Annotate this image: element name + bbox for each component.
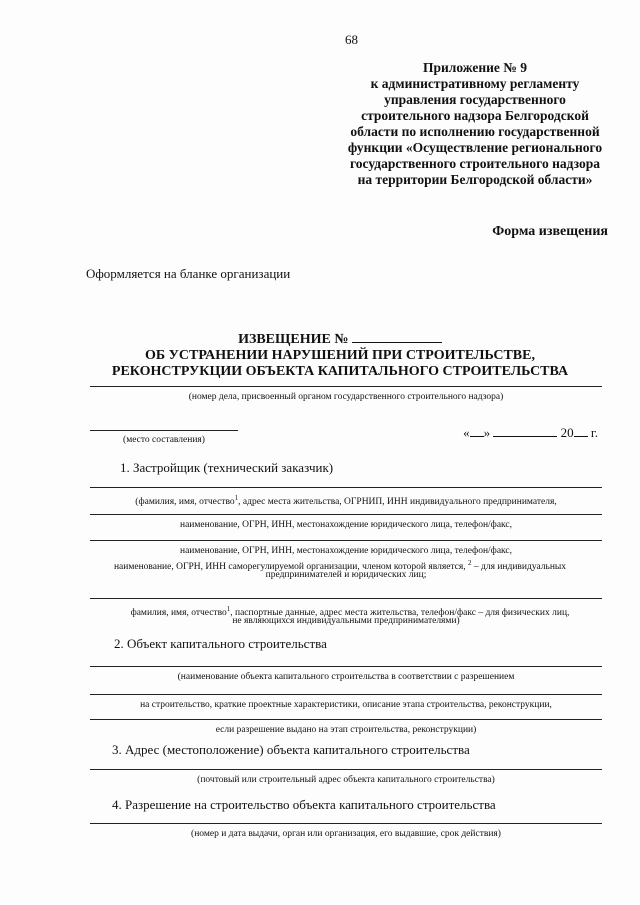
notice-title: ИЗВЕЩЕНИЕ № — [238, 332, 349, 347]
appendix-line: функции «Осуществление регионального — [347, 140, 603, 155]
place-field[interactable] — [90, 430, 238, 431]
item-developer: 1. Застройщик (технический заказчик) — [120, 460, 334, 475]
address-caption: (почтовый или строительный адрес объекта капитального строительства) — [197, 775, 495, 785]
day-field[interactable] — [470, 425, 484, 437]
appendix-line: области по исполнению государственной — [350, 124, 600, 139]
item-permit: 4. Разрешение на строительство объекта капитального строительства — [112, 797, 496, 812]
case-number-caption: (номер дела, присвоенный органом государственного строительного надзора) — [188, 392, 504, 402]
object-field-2[interactable] — [90, 694, 602, 695]
blank-note: Оформляется на бланке организации — [86, 266, 291, 281]
year-prefix: 20 — [560, 425, 574, 440]
case-number-field[interactable] — [90, 386, 602, 387]
date-open: « — [463, 425, 470, 440]
object-caption-2: на строительство, краткие проектные характеристики, описание этапа строительства, реконструкции, — [140, 700, 552, 710]
form-title: Форма извещения — [492, 224, 608, 239]
year-suffix: г. — [590, 425, 598, 440]
object-caption-3: если разрешение выдано на этап строительства, реконструкции) — [215, 725, 477, 735]
item-address: 3. Адрес (местоположение) объекта капитального строительства — [112, 742, 470, 757]
appendix-line: строительного надзора Белгородской — [361, 108, 589, 123]
date-field[interactable] — [463, 425, 598, 441]
developer-caption-7: не являющихся индивидуальными предпринимателями) — [232, 616, 460, 626]
footnote-mark: 2 — [468, 559, 472, 567]
caption-text: , паспортные данные, адрес места жительства, телефон/факс – для физических лиц, — [230, 608, 570, 619]
appendix-line: Приложение № 9 — [423, 60, 527, 75]
permit-caption: (номер и дата выдачи, орган или организация, его выдавшие, срок действия) — [191, 829, 501, 839]
item-object: 2. Объект капитального строительства — [114, 636, 327, 651]
permit-field[interactable] — [90, 823, 602, 824]
month-field[interactable] — [493, 425, 557, 437]
notice-number-line — [70, 330, 610, 348]
developer-field-3[interactable] — [90, 540, 602, 541]
object-field-1[interactable] — [90, 666, 602, 667]
object-caption-1: (наименование объекта капитального строительства в соответствии с разрешением — [177, 672, 515, 682]
appendix-line: к административному регламенту — [370, 76, 580, 91]
year-field[interactable] — [574, 425, 588, 437]
developer-caption-2: наименование, ОГРН, ИНН, местонахождение юридического лица, телефон/факс, — [179, 520, 513, 530]
place-caption: (место составления) — [123, 435, 205, 445]
caption-text: , адрес места жительства, ОГРНИП, ИНН индивидуального предпринимателя, — [238, 497, 557, 508]
footnote-mark: 1 — [234, 494, 239, 502]
caption-text: наименование, ОГРН, ИНН саморегулируемой организации, членом которой является, — [113, 562, 466, 573]
developer-caption-5: предпринимателей и юридических лиц; — [265, 570, 427, 580]
developer-field-1[interactable] — [90, 487, 602, 488]
page-number: 68 — [345, 32, 358, 47]
notice-number-field[interactable] — [352, 330, 442, 343]
appendix-header — [330, 60, 620, 188]
appendix-line: государственного строительного надзора — [350, 156, 600, 171]
developer-caption-3: наименование, ОГРН, ИНН, местонахождение юридического лица, телефон/факс, — [179, 546, 513, 556]
developer-field-4[interactable] — [90, 598, 602, 599]
appendix-line: на территории Белгородской области» — [357, 172, 593, 187]
footnote-mark: 1 — [226, 605, 231, 613]
object-field-3[interactable] — [90, 719, 602, 720]
caption-text: – для индивидуальных — [471, 562, 567, 573]
date-close: » — [483, 425, 491, 440]
caption-text: фамилия, имя, отчество — [138, 497, 235, 508]
notice-subtitle-1: ОБ УСТРАНЕНИИ НАРУШЕНИЙ ПРИ СТРОИТЕЛЬСТВЕ, — [145, 348, 535, 363]
caption-text: фамилия, имя, отчество — [130, 608, 227, 619]
developer-field-2[interactable] — [90, 514, 602, 515]
address-field[interactable] — [90, 769, 602, 770]
developer-caption-1: (фамилия, имя, отчество$^1$, адрес места жительства, ОГРНИП, ИНН индивидуального предпринимателя, — [135, 494, 557, 508]
notice-subtitle-2: РЕКОНСТРУКЦИИ ОБЪЕКТА КАПИТАЛЬНОГО СТРОИТЕЛЬСТВА — [111, 364, 569, 379]
appendix-line: управления государственного — [384, 92, 566, 107]
